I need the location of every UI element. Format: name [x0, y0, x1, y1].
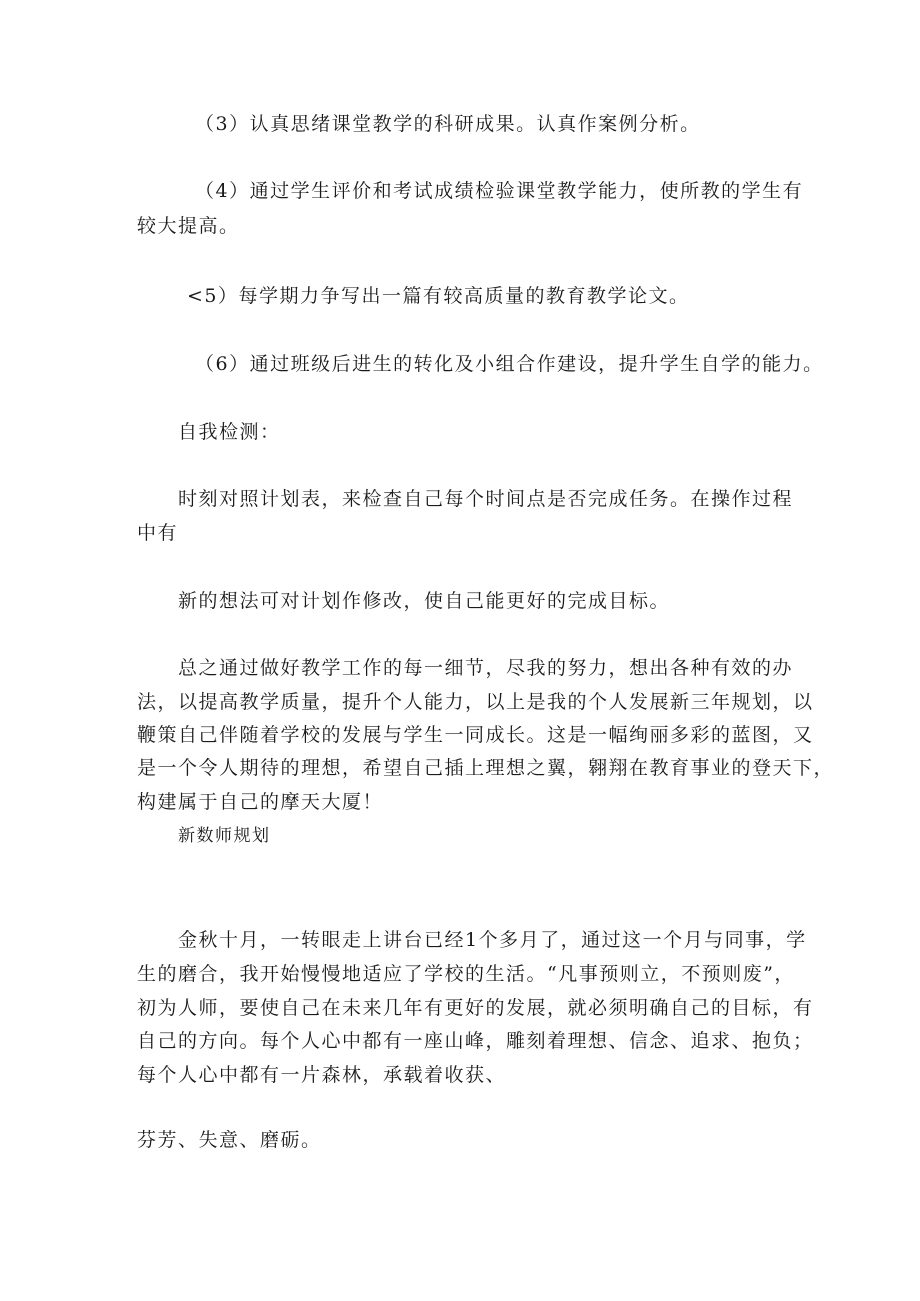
self-check-line-1: 时刻对照计划表，来检查自己每个时间点是否完成任务。在操作过程 — [178, 488, 794, 510]
plan-item-6: （6）通过班级后进生的转化及小组合作建设，提升学生自学的能力。 — [195, 353, 824, 375]
section-title: 新数师规划 — [178, 826, 271, 846]
intro-line-4: 自己的方向。每个人心中都有一座山峰，雕刻着理想、信念、追求、抱负； — [137, 1030, 814, 1052]
plan-item-4-line-1: （4）通过学生评价和考试成绩检验课堂教学能力，使所教的学生有 — [195, 180, 804, 202]
self-check-line-2: 中有 — [137, 522, 179, 544]
summary-line-5: 构建属于自己的摩天大厦！ — [137, 791, 384, 813]
summary-line-1: 总之通过做好教学工作的每一细节，尽我的努力，想出各种有效的办 — [178, 657, 794, 679]
self-check-line-3: 新的想法可对计划作修改，使自己能更好的完成目标。 — [178, 590, 671, 612]
self-check-heading: 自我检测： — [178, 421, 281, 443]
intro-line-1: 金秋十月，一转眼走上讲台已经1个多月了，通过这一个月与同事，学 — [178, 929, 807, 951]
summary-line-4: 是一个令人期待的理想，希望自己插上理想之翼，翱翔在教育事业的登天下， — [137, 757, 835, 779]
summary-line-3: 鞭策自己伴随着学校的发展与学生一同成长。这是一幅绚丽多彩的蓝图，又 — [137, 724, 814, 746]
intro-line-6: 芬芳、失意、磨砺。 — [137, 1129, 322, 1151]
intro-line-3: 初为人师，要使自己在未来几年有更好的发展，就必须明确自己的目标，有 — [137, 997, 814, 1019]
plan-item-4-line-2: 较大提高。 — [137, 215, 240, 237]
summary-line-2: 法，以提高教学质量，提升个人能力，以上是我的个人发展新三年规划，以 — [137, 691, 814, 713]
intro-line-2: 生的磨合，我开始慢慢地适应了学校的生活。“凡事预则立，不预则废”， — [137, 963, 795, 985]
plan-item-5: <5）每学期力争写出一篇有较高质量的教育教学论文。 — [187, 285, 690, 307]
intro-line-5: 每个人心中都有一片森林，承载着收获、 — [137, 1064, 507, 1086]
plan-item-3: （3）认真思绪课堂教学的科研成果。认真作案例分析。 — [195, 113, 701, 135]
